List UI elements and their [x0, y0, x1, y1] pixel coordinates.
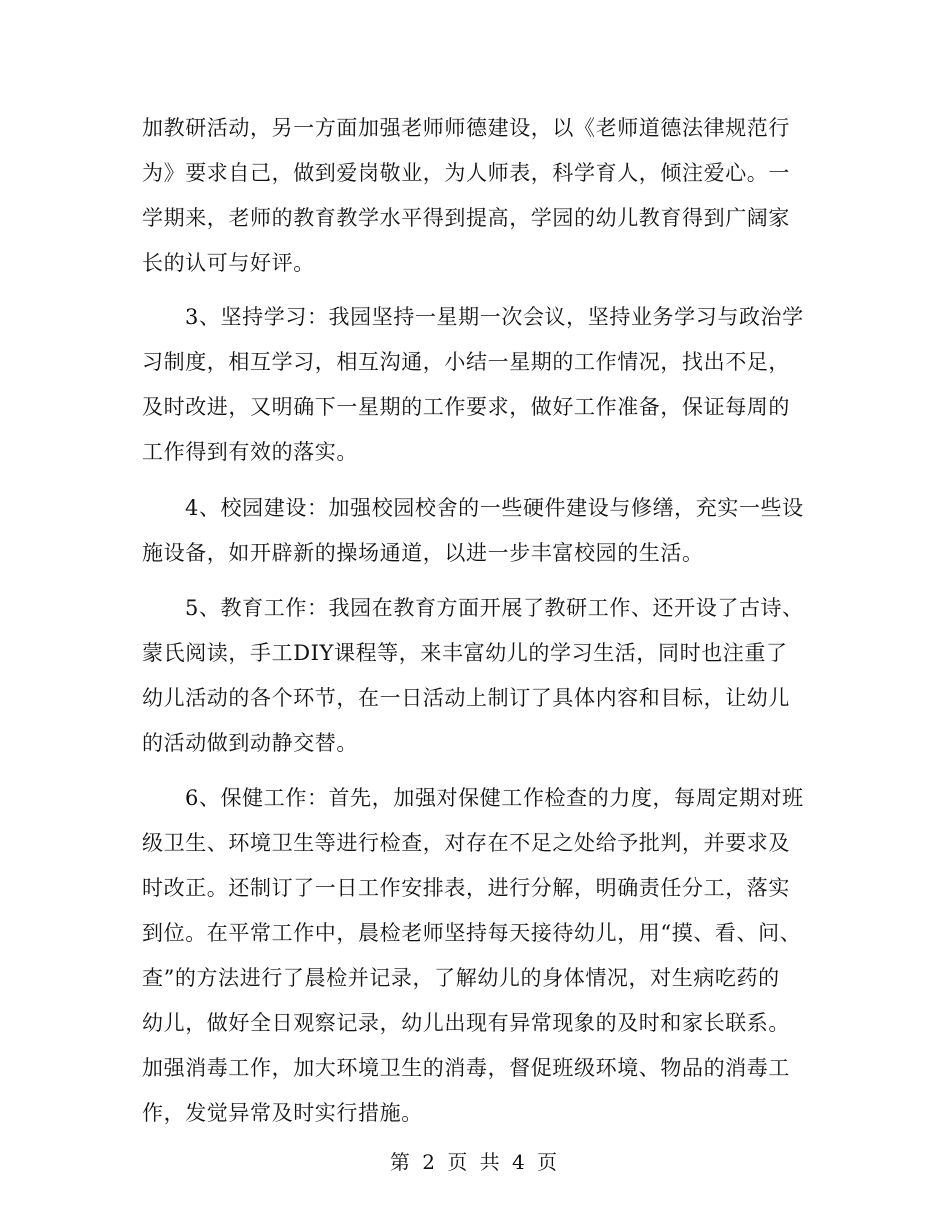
paragraph-5-line-4: 到位。在平常工作中，晨检老师坚持每天接待幼儿，用“摸、看、问、: [142, 921, 802, 945]
paragraph-2-line-3: 及时改进，又明确下一星期的工作要求，做好工作准备，保证每周的: [142, 395, 790, 419]
paragraph-5-line-7: 加强消毒工作，加大环境卫生的消毒，督促班级环境、物品的消毒工: [142, 1056, 790, 1080]
paragraph-2-line-1: 3、坚持学习：我园坚持一星期一次会议，坚持业务学习与政治学: [185, 305, 804, 329]
paragraph-1-line-2: 为》要求自己，做到爱岗敬业，为人师表，科学育人，倾注爱心。一: [142, 161, 790, 185]
paragraph-4-line-4: 的活动做到动静交替。: [142, 731, 358, 755]
paragraph-4-line-2: 蒙氏阅读，手工DIY课程等，来丰富幼儿的学习生活，同时也注重了: [142, 641, 788, 665]
paragraph-5-line-2: 级卫生、环境卫生等进行检查，对存在不足之处给予批判，并要求及: [142, 831, 790, 855]
paragraph-5-line-8: 作，发觉异常及时实行措施。: [142, 1101, 423, 1125]
paragraph-4-line-1: 5、教育工作：我园在教育方面开展了教研工作、还开设了古诗、: [185, 596, 804, 620]
paragraph-3-line-2: 施设备，如开辟新的操场通道，以进一步丰富校园的生活。: [142, 541, 704, 565]
paragraph-2-line-2: 习制度，相互学习，相互沟通，小结一星期的工作情况，找出不足，: [142, 350, 790, 374]
page-number-footer: 第 2 页 共 4 页: [389, 1150, 561, 1174]
paragraph-1-line-1: 加教研活动，另一方面加强老师师德建设，以《老师道德法律规范行: [142, 116, 790, 140]
paragraph-1-line-3: 学期来，老师的教育教学水平得到提高，学园的幼儿教育得到广阔家: [142, 206, 790, 230]
paragraph-5-line-5: 查”的方法进行了晨检并记录，了解幼儿的身体情况，对生病吃药的: [142, 966, 780, 990]
paragraph-5-line-3: 时改正。还制订了一日工作安排表，进行分解，明确责任分工，落实: [142, 876, 790, 900]
paragraph-4-line-3: 幼儿活动的各个环节，在一日活动上制订了具体内容和目标，让幼儿: [142, 686, 790, 710]
paragraph-5-line-1: 6、保健工作：首先，加强对保健工作检查的力度，每周定期对班: [185, 786, 804, 810]
paragraph-3-line-1: 4、校园建设：加强校园校舍的一些硬件建设与修缮，充实一些设: [185, 496, 804, 520]
paragraph-1-line-4: 长的认可与好评。: [142, 251, 315, 275]
paragraph-2-line-4: 工作得到有效的落实。: [142, 440, 358, 464]
paragraph-5-line-6: 幼儿，做好全日观察记录，幼儿出现有异常现象的及时和家长联系。: [142, 1011, 790, 1035]
